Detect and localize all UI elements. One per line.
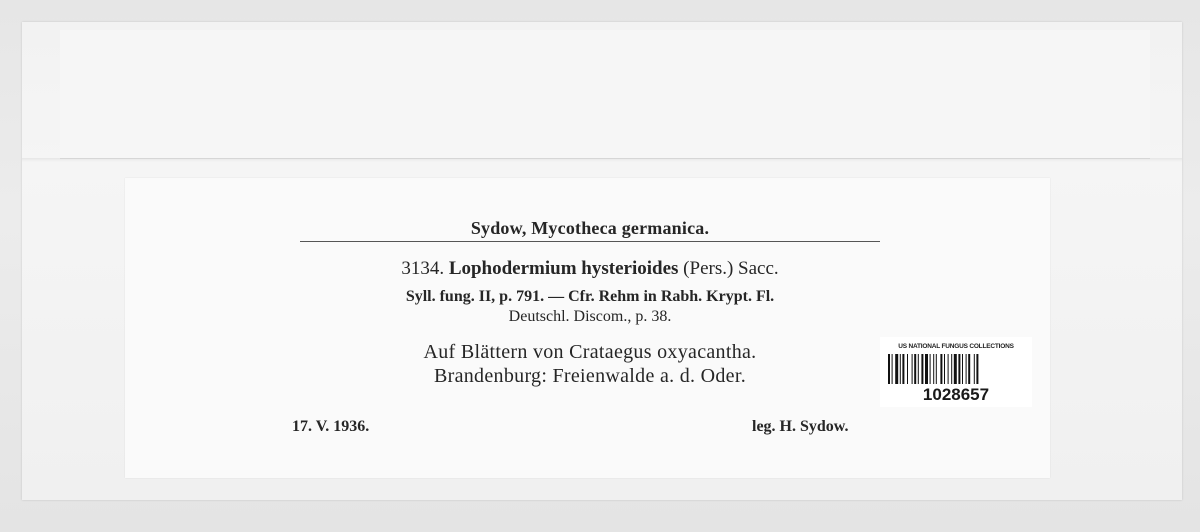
header-rule [300,241,880,242]
species-author: (Pers.) Sacc. [683,258,779,279]
locality-line: Brandenburg: Freienwalde a. d. Oder. [433,365,746,387]
envelope-flap [60,30,1150,159]
barcode-icon [888,354,1024,384]
species-line [300,258,880,280]
reference-line-1: Syll. fung. II, p. 791. — Cfr. Rehm in Rabh. Krypt. Fl. [405,288,775,305]
barcode-title: US NATIONAL FUNGUS COLLECTIONS [898,343,1014,350]
reference-line-2: Deutschl. Discom., p. 38. [508,308,672,325]
species-name: Lophodermium hysterioides [448,258,679,279]
collection-date: 17. V. 1936. [292,418,370,435]
collector: leg. H. Sydow. [752,418,849,435]
host-locality-block [300,340,880,388]
barcode-label [880,337,1032,407]
species-number: 3134. [401,258,445,279]
flap-fold [22,158,1182,162]
label-header: Sydow, Mycotheca germanica. [470,218,710,238]
reference-block [300,287,880,327]
host-line: Auf Blättern von Crataegus oxyacantha. [423,341,757,363]
barcode-number: 1028657 [922,385,990,404]
